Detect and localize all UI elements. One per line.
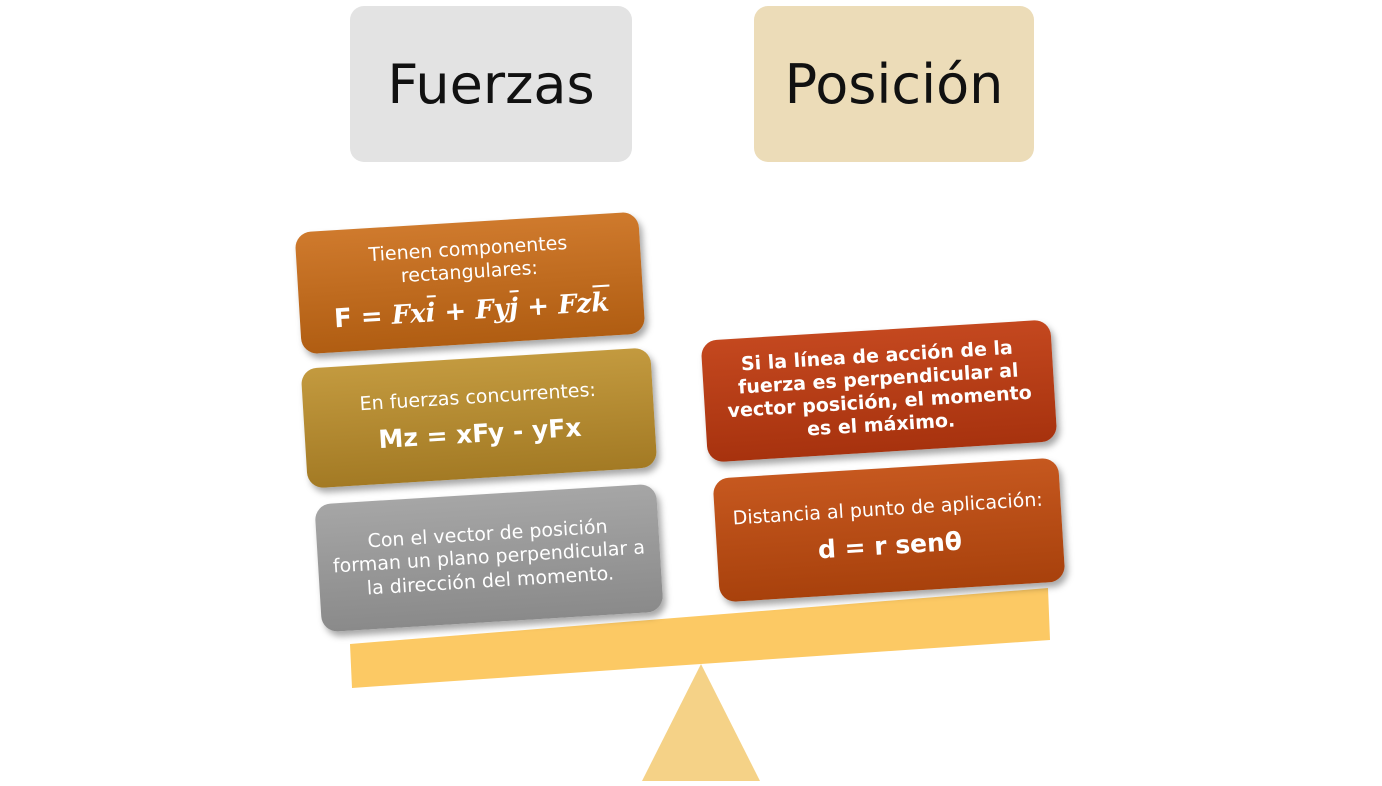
card-plano-perpendicular: [314, 484, 663, 633]
card-text: Si la línea de acción de la fuerza es perpendicular al vector posición, el momento es el máximo.: [727, 336, 1033, 441]
card-text: En fuerzas concurrentes:: [359, 378, 597, 416]
unit-vector-i: i: [424, 298, 437, 330]
header-fuerzas: Fuerzas: [350, 6, 632, 162]
card-momento-maximo: [701, 319, 1058, 462]
eq-term: Fz: [557, 288, 593, 321]
card-text: Distancia al punto de aplicación:: [732, 488, 1044, 530]
eq-term: Fx: [390, 299, 427, 332]
moment-z-equation: Mz = xFy - yFx: [377, 413, 583, 455]
unit-vector-j: j: [507, 293, 520, 324]
eq-plus: +: [526, 291, 550, 323]
card-distancia-punto-aplicacion: [713, 458, 1066, 603]
card-fuerzas-concurrentes: [301, 347, 658, 488]
unit-vector-k: k: [590, 287, 611, 319]
header-posicion: Posición: [754, 6, 1034, 162]
equation-prefix: F =: [333, 301, 393, 335]
card-text: Con el vector de posición forman un plano perpendicular a la dirección del momento.: [332, 515, 646, 600]
card-text: Tienen componentes rectangulares:: [367, 231, 568, 288]
seesaw-fulcrum: [642, 664, 760, 781]
card-componentes-rectangulares: [295, 212, 646, 355]
eq-term: Fy: [474, 294, 510, 327]
distance-equation: d = r senθ: [817, 526, 963, 565]
force-components-equation: [333, 288, 610, 336]
eq-plus: +: [443, 296, 468, 328]
